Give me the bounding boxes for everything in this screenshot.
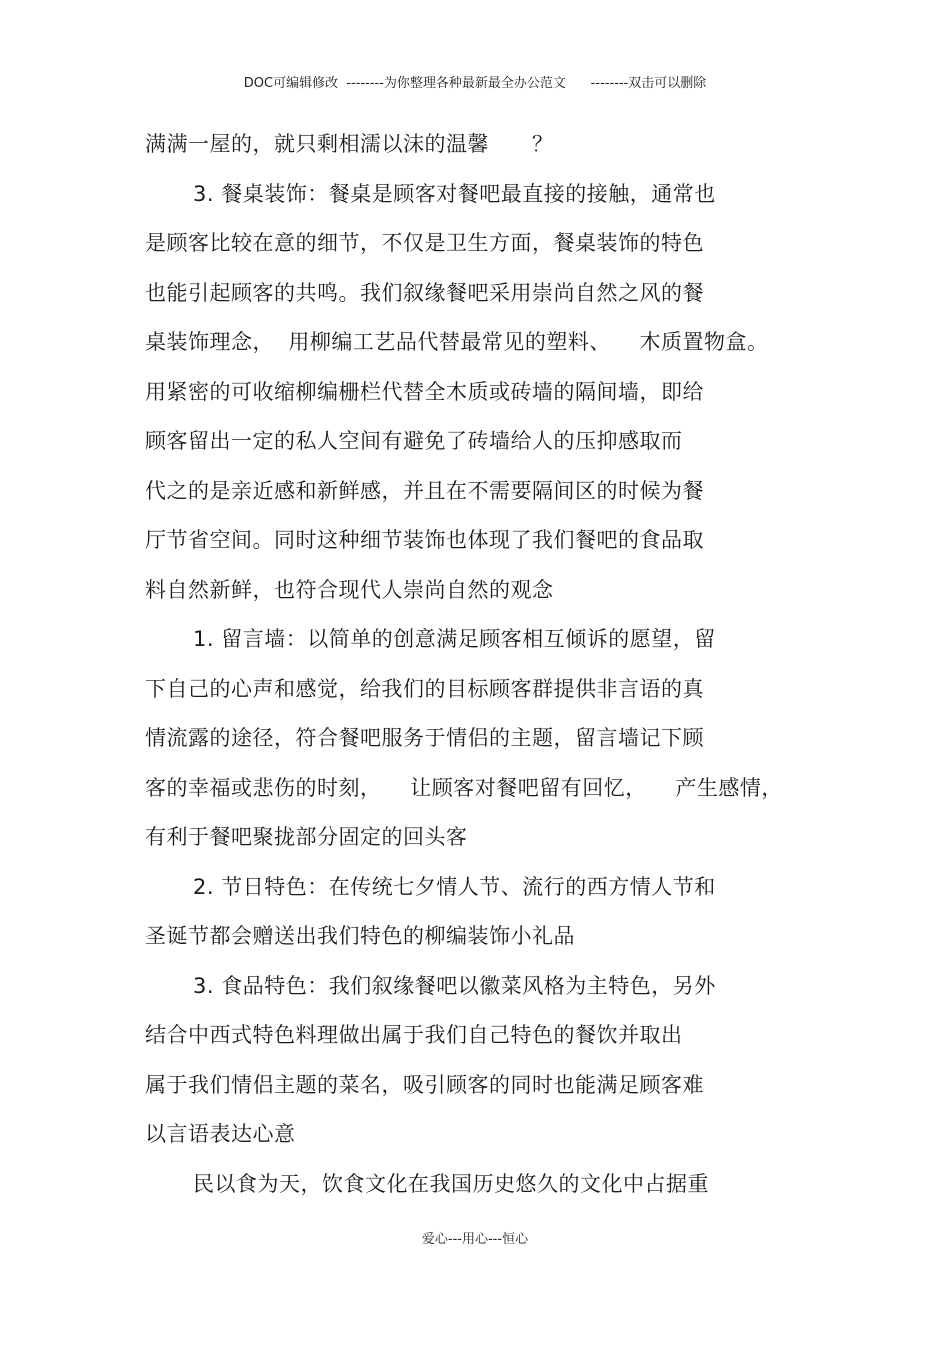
text-line: 以言语表达心意 bbox=[145, 1122, 296, 1146]
text-line: 用紧密的可收缩柳编栅栏代替全木质或砖墙的隔间墙，即给 bbox=[145, 379, 704, 404]
document-body bbox=[145, 120, 845, 1209]
text-line: 是顾客比较在意的细节，不仅是卫生方面，餐桌装饰的特色 bbox=[145, 231, 704, 255]
text-line: 下自己的心声和感觉，给我们的目标顾客群提供非言语的真 bbox=[145, 676, 704, 701]
text-line: 3. 食品特色：我们叙缘餐吧以徽菜风格为主特色，另外 bbox=[193, 973, 716, 998]
text-line: 厅节省空间。同时这种细节装饰也体现了我们餐吧的食品取 bbox=[145, 528, 704, 552]
text-line: 1. 留言墙：以简单的创意满足顾客相互倾诉的愿望，留 bbox=[193, 627, 716, 651]
text-line: 属于我们情侣主题的菜名，吸引顾客的同时也能满足顾客难 bbox=[145, 1072, 704, 1097]
text-line: 2. 节日特色：在传统七夕情人节、流行的西方情人节和 bbox=[193, 874, 716, 899]
text-line: 顾客留出一定的私人空间有避免了砖墙给人的压抑感取而 bbox=[145, 429, 683, 453]
page-header: DOC可编辑修改 --------为你整理各种最新最全办公范文 --------双击可以删除 bbox=[243, 76, 707, 91]
text-line: 也能引起顾客的共鸣。我们叙缘餐吧采用崇尚自然之风的餐 bbox=[145, 280, 704, 305]
text-line: 圣诞节都会赠送出我们特色的柳编装饰小礼品 bbox=[145, 924, 575, 948]
text-line: 情流露的途径，符合餐吧服务于情侣的主题，留言墙记下顾 bbox=[145, 726, 704, 750]
text-line: 客的幸福或悲伤的时刻， 让顾客对餐吧留有回忆， 产生感情， bbox=[145, 775, 783, 800]
text-line: 代之的是亲近感和新鲜感，并且在不需要隔间区的时候为餐 bbox=[145, 478, 704, 503]
text-line: 料自然新鲜，也符合现代人崇尚自然的观念 bbox=[145, 577, 554, 602]
text-line: 满满一屋的，就只剩相濡以沫的温馨 ？ bbox=[145, 132, 554, 156]
page-footer: 爱心---用心---恒心 bbox=[421, 1232, 529, 1247]
text-line: 3. 餐桌装饰：餐桌是顾客对餐吧最直接的接触，通常也 bbox=[193, 181, 716, 206]
text-line: 民以食为天，饮食文化在我国历史悠久的文化中占据重 bbox=[193, 1171, 709, 1196]
text-line: 有利于餐吧聚拢部分固定的回头客 bbox=[145, 825, 468, 849]
text-line: 桌装饰理念， 用柳编工艺品代替最常见的塑料、 木质置物盒。 bbox=[145, 330, 769, 354]
text-line: 结合中西式特色料理做出属于我们自己特色的餐饮并取出 bbox=[145, 1023, 683, 1047]
